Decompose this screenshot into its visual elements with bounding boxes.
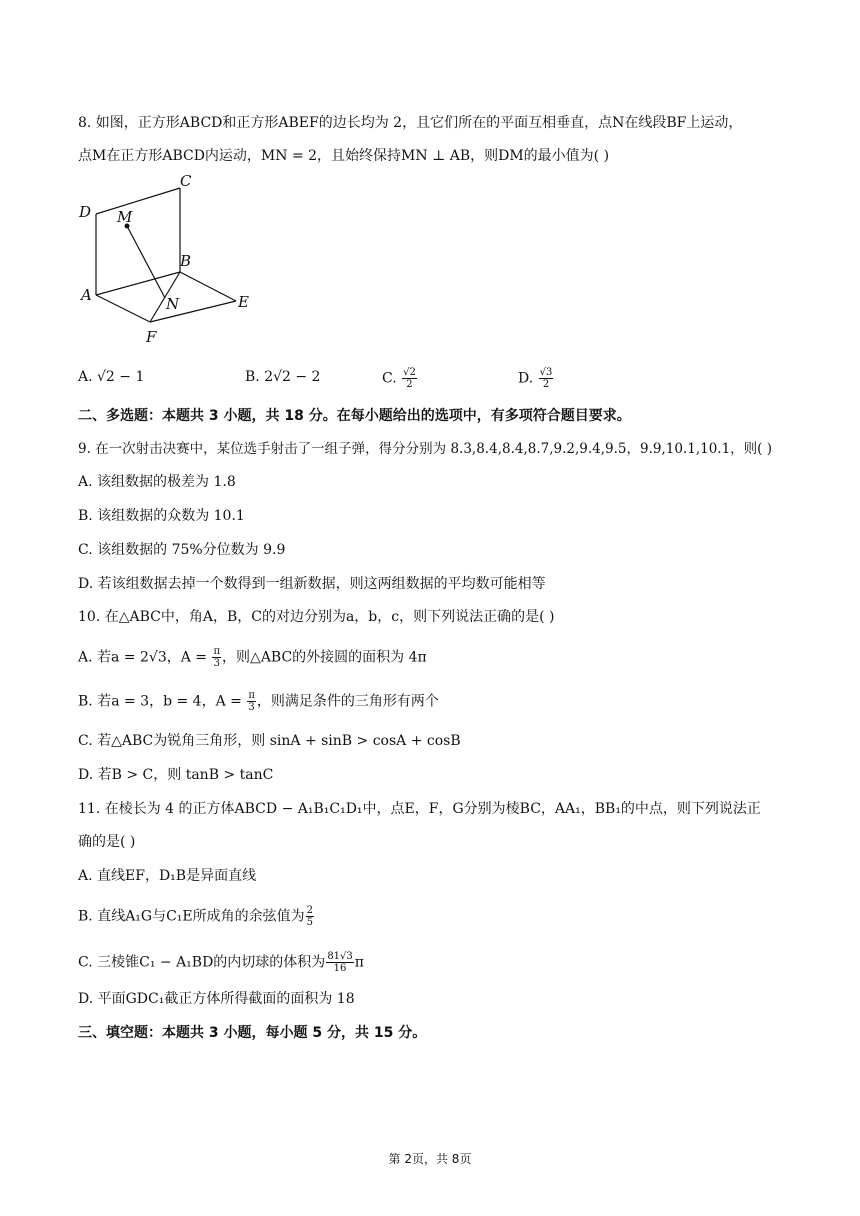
q10-option-d: D. 若B > C，则 tanB > tanC [78,767,274,783]
q9-option-a: A. 该组数据的极差为 1.8 [78,474,236,490]
section-2-heading: 二、多选题：本题共 3 小题，共 18 分。在每小题给出的选项中，有多项符合题目要求。 [78,408,631,424]
q8-stem-line2: 点M在正方形ABCD内运动，MN = 2，且始终保持MN ⊥ AB，则DM的最小值为( ) [78,148,610,164]
segment-MN [127,226,165,298]
edge-FE [150,301,236,322]
label-M: M [117,208,133,226]
q11-option-c: C. 三棱锥C₁ − A₁BD的内切球的体积为 $\frac{81√3}{16}$ π [78,951,364,974]
q10-stem: 10. 在△ABC中，角A，B，C的对边分别为a，b，c，则下列说法正确的是( ) [78,609,555,625]
q10-option-a: A. 若a = 2√3，A = $\frac{\pi}{3}$ ，则△ABC的外接圆的面积为 4π [78,646,427,669]
q11-stem-line2: 确的是( ) [78,834,136,850]
edge-AB [96,272,180,295]
q9-option-b: B. 该组数据的众数为 10.1 [78,508,245,524]
q11-option-b: B. 直线A₁G与C₁E所成角的余弦值为 $\frac{2}{5}$ [78,905,314,928]
q9-option-d: D. 若该组数据去掉一个数得到一组新数据，则这两组数据的平均数可能相等 [78,576,546,592]
q10-option-c: C. 若△ABC为锐角三角形，则 sinA + sinB > cosA + cosB [78,733,461,749]
q11-stem-line1: 11. 在棱长为 4 的正方体ABCD − A₁B₁C₁D₁中，点E，F，G分别为棱BC，AA₁，BB₁的中点，则下列说法正 [78,801,761,817]
label-F: F [146,328,157,346]
q11-option-d: D. 平面GDC₁截正方体所得截面的面积为 18 [78,991,355,1007]
q8-option-b: B. 2√2 − 2 [245,369,321,385]
q11-option-a: A. 直线EF，D₁B是异面直线 [78,868,257,884]
edge-DC [96,188,180,214]
section-3-heading: 三、填空题：本题共 3 小题，每小题 5 分，共 15 分。 [78,1025,427,1041]
label-E: E [238,293,249,311]
page-footer: 第 2页，共 8页 [388,1152,472,1166]
label-A: A [81,286,92,304]
label-C: C [180,172,192,190]
edge-BE [180,272,236,301]
q9-stem: 9. 在一次射击决赛中，某位选手射击了一组子弹，得分分别为 8.3,8.4,8.4,8.7,9.2,9.4,9.5，9.9,10.1,10.1，则( ) [78,441,772,457]
label-N: N [166,295,180,313]
q8-geometry-figure [76,172,276,347]
edge-AF [96,295,150,322]
q9-option-c: C. 该组数据的 75%分位数为 9.9 [78,542,286,558]
q8-option-a: A. √2 − 1 [78,369,145,385]
q10-option-b: B. 若a = 3，b = 4，A = $\frac{\pi}{3}$ ，则满足条件的三角形有两个 [78,690,439,713]
q8-option-d: D. $\frac{√3}{2}$ [518,367,553,390]
label-B: B [180,252,192,270]
q8-stem-line1: 8. 如图，正方形ABCD和正方形ABEF的边长均为 2，且它们所在的平面互相垂直，点N在线段BF上运动， [78,115,743,131]
q8-option-c: C. $\frac{√2}{2}$ [382,367,416,390]
label-D: D [79,203,92,221]
